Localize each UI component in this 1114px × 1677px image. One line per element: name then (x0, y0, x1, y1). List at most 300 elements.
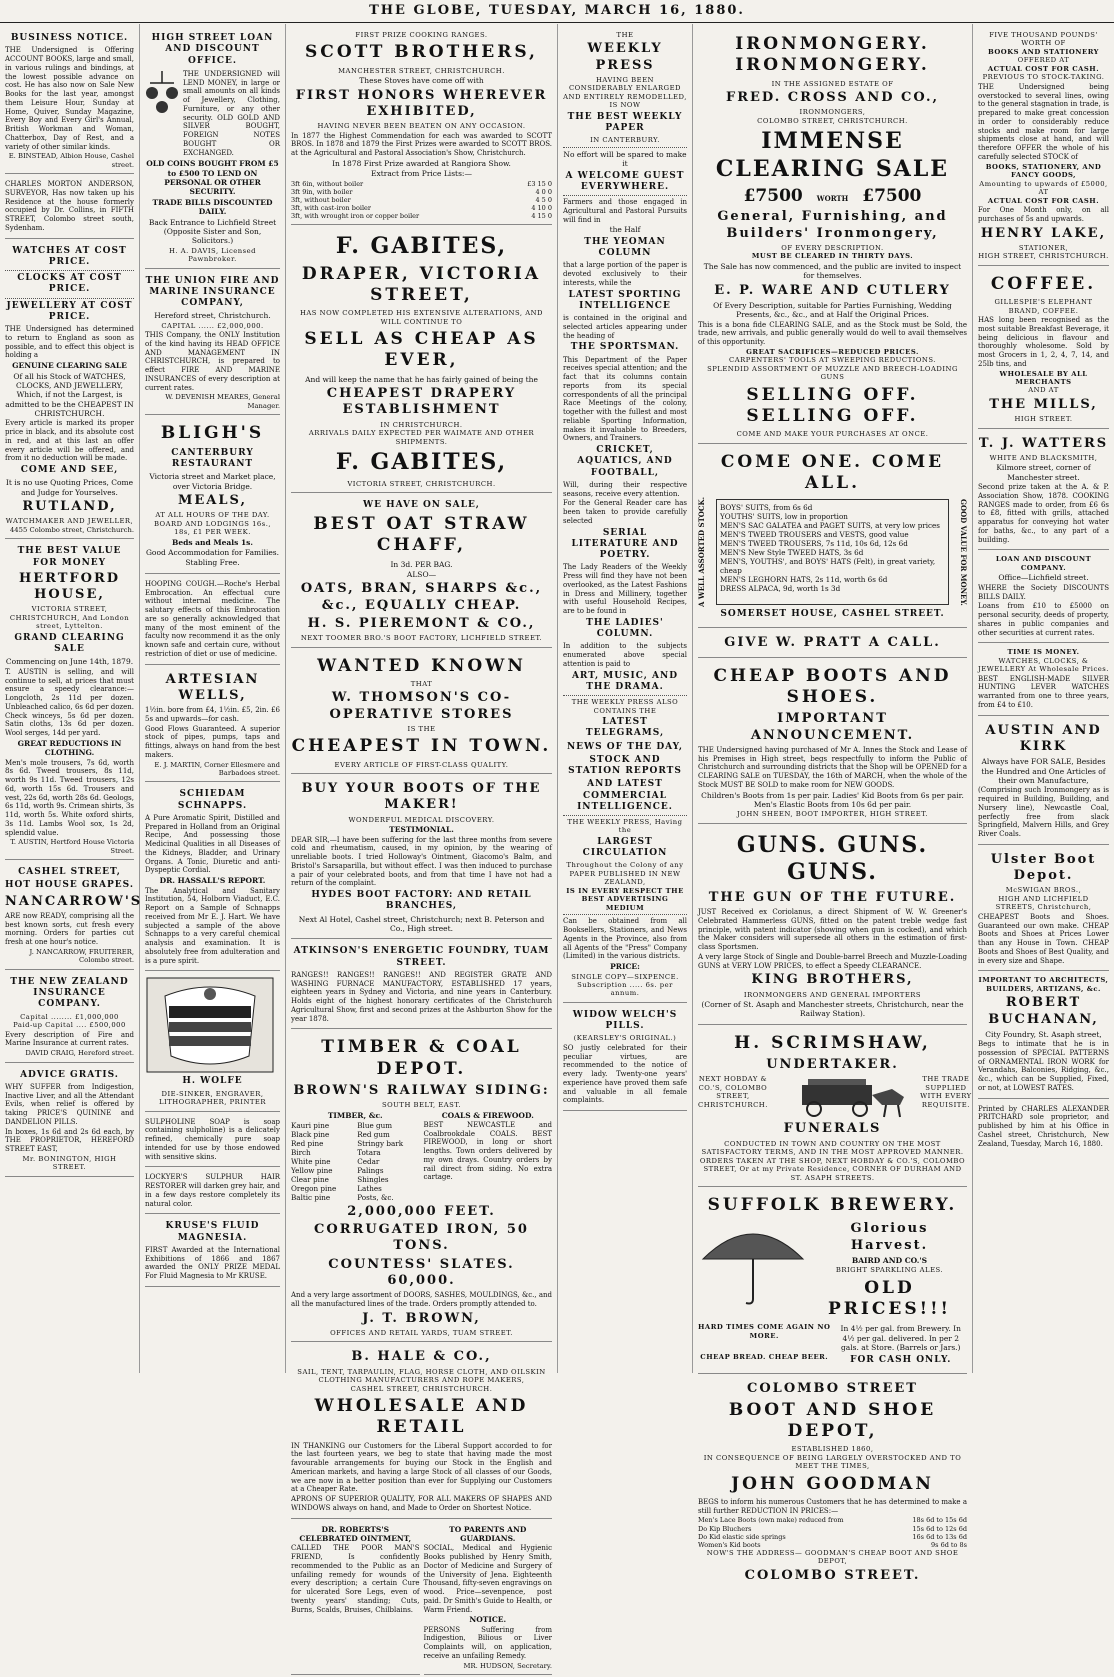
gabites-ad (291, 227, 552, 493)
ad-signature: E. BINSTEAD, Albion House, Cashel street. (8, 152, 134, 169)
timber-item (357, 1148, 419, 1157)
ad-text: WHOLESALE BY ALL MERCHANTS (999, 369, 1088, 386)
ulster-title: Ulster Boot Depot. (990, 851, 1097, 884)
ad-heading: KRUSE'S FLUID MAGNESIA. (165, 1221, 260, 1243)
timber-item-item: Clear pine (291, 1174, 329, 1184)
price-row (291, 204, 552, 212)
ad-heading: IRONMONGERY. IRONMONGERY. (735, 34, 930, 76)
ad-heading: WATCHES AT COST PRICE. (12, 245, 127, 267)
ad-text: Begs to intimate that he is in possession of SPECIAL PATTERNS of ORNAMENTAL IRON WORK for Verandahs, Balconies, Ridging, &c., &c., which can be Supplied, Fixed, or not, at LOWEST RATES. (978, 1040, 1109, 1092)
parents-ad (424, 1521, 553, 1676)
ad-subheading: TRADE BILLS DISCOUNTED DAILY. (152, 197, 273, 217)
ad-heading: THE BEST VALUE FOR MONEY (17, 546, 122, 568)
ad-heading: GRAND CLEARING SALE (14, 632, 125, 655)
ad-text: The Lady Readers of the Weekly Press will find they have not been overlooked, as the Latest Fashions in Dress and Millinery, together with useful Household Recipes, are to be found in (563, 563, 687, 616)
ad-text: Children's Boots from 1s per pair. Ladies' Kid Boots from 6s per pair. Men's Elastic Boots from 10s 6d per pair. (701, 790, 964, 809)
king-title: KING BROTHERS, (751, 972, 914, 988)
ad-heading: ADVICE GRATIS. (20, 1069, 119, 1080)
timber-item-item: Cedar (357, 1156, 380, 1166)
ad-text: BEGS to inform his numerous Customers that he has determined to make a still further REDUCTION IN PRICES:— (698, 1497, 967, 1515)
clothing-item (720, 575, 945, 584)
ad-heading: THE YEOMAN COLUMN (584, 236, 666, 259)
cross-title: FRED. CROSS AND CO., (725, 89, 940, 105)
price-row-item: 3ft, with wrought iron or copper boiler (291, 212, 420, 221)
timber-item (357, 1175, 419, 1184)
ad-heading: IMMENSE CLEARING SALE (715, 128, 950, 182)
ad-text: Office—Lichfield street. (998, 573, 1089, 583)
goodman-row-price: 9s 6d to 8s (931, 1540, 967, 1549)
artesian-wells-ad (145, 667, 280, 783)
ad-text: NOW'S THE ADDRESS— GOODMAN'S CHEAP BOOT AND SHOE DEPOT, (706, 1548, 959, 1566)
ad-text: Good Flows Guaranteed. A superior stock of pipes, pumps, taps and fittings, always on hand from the best makers. (145, 724, 280, 759)
price-row-item: 3ft, without boiler (291, 195, 351, 204)
advice-ad (5, 1065, 134, 1177)
ad-text: LOCKYER'S SULPHUR HAIR RESTORER will darken grey hair, and in a few days restore completely its natural color. (145, 1173, 280, 1208)
ad-text: FIVE THOUSAND POUNDS' WORTH OF (989, 31, 1098, 48)
hydes-ad (291, 776, 552, 939)
price-row-price: 4 10 0 (531, 203, 552, 212)
ad-signature: J. NANCARROW, FRUITERER, Colombo street. (29, 947, 134, 965)
ad-text: CAPITAL ...... £2,000,000. (161, 321, 264, 330)
ad-text: HIGH STREET, CHRISTCHURCH. (978, 252, 1109, 261)
nancarrow-ad (5, 862, 143, 970)
ad-text: In 3d. PER BAG. (390, 559, 453, 569)
coffee-title: COFFEE. (990, 273, 1097, 294)
ad-text: FIRST Awarded at the International Exhibitions of 1866 and 1867 awarded the ONLY PRIZE MEDAL For Fluid Magnesia to Mr KRUSE. (145, 1245, 280, 1281)
ad-text: (Comprising such Ironmongery as is required in Building, Building, and Nursery line), Newcastle Coal, perfectly free from slack Springfield, Malvern Hills, and Grey River Coals. (978, 786, 1109, 839)
ad-text: (KEARSLEY'S ORIGINAL.) (573, 1034, 677, 1043)
ad-text: Can be obtained from all Booksellers, Stationers, and News Agents in the Province, also from all Agents of the "Press" Company (Limited) in the various districts. (563, 917, 687, 961)
ad-text: CONDUCTED IN TOWN AND COUNTRY ON THE MOST SATISFACTORY TERMS, AND IN THE MOST APPROVED MANNER. (701, 1139, 964, 1157)
price-row (291, 212, 552, 220)
ad-heading: NEWS OF THE DAY, (566, 741, 684, 752)
clothing-item (720, 530, 945, 539)
ad-subheading: MANCHESTER STREET, CHRISTCHURCH. (338, 66, 505, 75)
ad-text: CHARLES MORTON ANDERSON, SURVEYOR, Has now taken up his Residence at the house formerly occupied by Dr. Collins, in FIFTH STREET, Colombo street south, Sydenham. (5, 180, 134, 232)
timber-item-item: Stringy bark (357, 1138, 404, 1148)
ad-text: SPLENDID ASSORTMENT OF MUZZLE AND BREECH-LOADING GUNS (707, 364, 958, 382)
clothing-item-item: YOUTHS' SUITS, low in proportion (720, 512, 848, 522)
ad-text: THE (616, 31, 634, 39)
ad-text: HAS long been recognised as the most suitable Breakfast Beverage, it being delicious in flavour and thoroughly wholesome. Sold by most Grocers in 1, 2, 4, 7, 14, and 25lb tins, and (978, 316, 1109, 368)
ad-text: This is a bona fide CLEARING SALE, and as the Stock must be Sold, the trade, new arrivals, and public generally would do well to avail themselves of this opportunity. (698, 320, 967, 347)
ad-text: Hereford street, Christchurch. (154, 311, 271, 321)
price-row-price: £3 15 0 (527, 179, 552, 188)
goodman-row (698, 1541, 967, 1549)
ad-subheading: GENUINE CLEARING SALE (12, 361, 127, 371)
ad-heading: HIGH STREET LOAN AND DISCOUNT OFFICE. (151, 33, 274, 66)
ad-text: OFFICES AND RETAIL YARDS, TUAM STREET. (330, 1328, 513, 1337)
clothing-item-item: MEN'S LEGHORN HATS, 2s 11d, worth 6s 6d (720, 575, 888, 585)
ad-text: Every description of Fire and Marine Insurance at current rates. (5, 1030, 134, 1048)
ad-text: Extract from Price Lists:— (371, 169, 472, 179)
ad-text: NEXT HOBDAY & CO.'S, COLOMBO STREET, CHRISTCHURCH. (698, 1075, 768, 1109)
ad-text: WHITE AND BLACKSMITH, (989, 453, 1098, 462)
clothing-item-item: BOYS' SUITS, from 6s 6d (720, 503, 813, 513)
ad-signature: H. A. DAVIS, Licensed Pawnbroker. (168, 246, 257, 264)
clothing-item (720, 584, 945, 593)
hearse-icon (772, 1075, 912, 1119)
ad-text: ARRIVALS DAILY EXPECTED PER WAIMATE AND OTHER SHIPMENTS. (308, 429, 535, 446)
sulpholine-ad (145, 1114, 280, 1168)
chaff-ad (291, 495, 552, 648)
clothing-item (720, 503, 945, 512)
ad-text: IN CHRISTCHURCH. (380, 420, 463, 429)
ad-text: Every article is marked its proper price in black, and its absolute cost in red, and at this last an offer every article will be offered, and from it no deduction will be made. (5, 419, 134, 463)
ad-text: T. AUSTIN is selling, and will continue to sell, at prices that must ensure a speedy clearance:— Longcloth, 2s 11d per dozen. Unbleached calico, 6s 6d per dozen. Check winceys, 5s 6d per dozen. Satin cloths, 13s 6d per dozen. Wool serges, 14d per yard. (5, 667, 134, 738)
ad-text: HAVING BEEN CONSIDERABLY ENLARGED AND ENTIRELY REMODELLED, IS NOW (563, 75, 687, 110)
timber-item-item: Lathes (357, 1183, 382, 1193)
suffolk-brewery-ad (698, 1189, 967, 1373)
ad-text: ESTABLISHED 1860, (791, 1445, 874, 1454)
goodman-row (698, 1525, 967, 1533)
ad-text: SINGLE COPY—SIXPENCE. (571, 972, 679, 981)
piermont-title: H. S. PIEREMONT & CO., (307, 615, 536, 631)
ad-text: Stabling Free. (185, 558, 240, 568)
ad-text: These Stoves have come off with (359, 76, 484, 86)
sale-value-1: £7500 (743, 186, 803, 207)
timber-item (357, 1166, 419, 1175)
umbrella-icon (698, 1219, 808, 1307)
ad-heading: A WELCOME GUEST EVERYWHERE. (565, 170, 685, 192)
clothing-item-item: MEN'S New Style TWEED HATS, 3s 6d (720, 548, 864, 558)
ad-signature: JOHN SHEEN, BOOT IMPORTER, HIGH STREET. (737, 810, 928, 819)
lockyer-ad (145, 1169, 280, 1214)
column-5 (693, 24, 973, 1583)
ad-text: ALSO— (406, 570, 437, 580)
price-row (291, 196, 552, 204)
ad-text: PERSONS Suffering from Indigestion, Bilious or Liver Complaints will, on application, receive an unfailing Remedy. (423, 1625, 552, 1660)
ad-text: THE Undersigned has determined to return to England as soon as possible, and to effect this object is holding a (5, 325, 134, 360)
ad-text: IN THANKING our Customers for the Liberal Support accorded to for the last fourteen years, we beg to state that having made the most favourable arrangements for buying our Stock in the English and American markets, and having a large Stock of all classes of our Goods, we are now in a better position than ever for Supplying our Customers at a Cheaper Rate. (291, 1441, 552, 1494)
price-row-item: 3ft, with cast-iron boiler (291, 203, 371, 212)
ad-text: A very large Stock of Single and Double-barrel Breech and Muzzle-Loading GUNS at VERY LOW PRICES, to effect a Speedy CLEARANCE. (698, 952, 967, 970)
ad-heading: TIME IS MONEY. (1007, 648, 1080, 657)
ad-text: ACTUAL COST FOR CASH. (987, 196, 1100, 205)
ad-text: THIS Company, the ONLY Institution of the kind having its HEAD OFFICE AND MANAGEMENT IN CHRISTCHURCH, is prepared to effect FIRE AND MARINE INSURANCES of every description at current rates. (145, 331, 280, 392)
ad-text: THE WEEKLY PRESS ALSO CONTAINS THE (571, 698, 679, 715)
ad-text: AND AT (1028, 386, 1059, 395)
ad-heading: FIRST PRIZE COOKING RANGES. (355, 31, 488, 39)
ad-heading: LATEST SPORTING INTELLIGENCE (568, 289, 682, 311)
somerset-house-ad (698, 446, 967, 628)
ad-text: ACTUAL COST FOR CASH. (987, 64, 1100, 73)
ad-heading: ART, MUSIC, AND THE DRAMA. (571, 670, 679, 692)
timber-item (357, 1130, 419, 1139)
blighs-ad (145, 417, 280, 573)
ad-text: CHEAPEST Boots and Shoes. Guaranteed our own make. CHEAP Boots and Shoes at Prices Lower than any House in Town. CHEAP Boots and Shoes of Best Quality, and in every size and Shape. (978, 912, 1109, 965)
goodman-ad (698, 1376, 967, 1591)
timber-item (291, 1175, 353, 1184)
buchanan-ad (978, 973, 1109, 1098)
timber-item-item: Yellow pine (291, 1165, 333, 1175)
ad-text: Amounting to upwards of £5000, (979, 179, 1108, 188)
goodman-row (698, 1516, 967, 1524)
ad-text: IS THE (407, 724, 436, 733)
ad-text: (Corner of St. Asaph and Manchester streets, Christchurch, near the Railway Station). (701, 1000, 964, 1019)
ad-heading: TO PARENTS AND GUARDIANS. (449, 1524, 527, 1543)
timber-item (357, 1121, 419, 1130)
ad-heading: COME ONE. COME ALL. (720, 451, 945, 494)
ad-text: It is no use Quoting Prices, Come and Judge for Yourselves. (5, 478, 134, 497)
ad-subheading: WATCHMAKER AND JEWELLER, (5, 517, 134, 526)
ad-text: Loans from £10 to £5000 on personal security, deeds of property, shares in public companies and other securities at current rates. (978, 602, 1109, 637)
scrimshaw-ad (698, 1027, 972, 1187)
ad-text: STATIONER, (1018, 243, 1069, 252)
goodman-row-item: Do Kid elastic side springs (698, 1532, 786, 1541)
ad-heading: JEWELLERY AT COST PRICE. (6, 300, 133, 322)
ad-text: GREAT SACRIFICES—REDUCED PRICES. (746, 347, 919, 356)
kruse-ad (145, 1216, 280, 1287)
timber-item-item: Totara (357, 1147, 381, 1157)
clothing-item (720, 539, 945, 548)
gabites-title-2: F. GABITES, (335, 449, 508, 475)
ad-heading: GUNS. GUNS. GUNS. (736, 831, 929, 886)
ad-text: Commencing on June 14th, 1879. (5, 657, 134, 667)
price-row-price: 4 15 0 (531, 212, 552, 221)
ad-heading: LARGEST CIRCULATION (582, 836, 668, 859)
widow-welch-ad (563, 1005, 687, 1111)
ad-subheading: VICTORIA STREET, CHRISTCHURCH, And London street, Lyttelton. (9, 605, 130, 631)
ad-heading: CANTERBURY RESTAURANT (171, 447, 254, 469)
price-row-item: 3ft 9in, with boiler (291, 187, 353, 196)
ad-text: This Department of the Paper receives special attention; and the fact that its columns contain reports from its special correspondents of all the principal Race Meetings of the colony, together with the fullest and most reliable Sporting Information, makes it invaluable to Breeders, Owners, and Trainers. (563, 355, 687, 443)
ad-text: Victoria street and Market place, over Victoria Bridge. (149, 472, 276, 491)
timber-item (291, 1184, 353, 1193)
ad-heading: SERIAL LITERATURE AND POETRY. (571, 527, 679, 561)
clothing-item-item: MEN'S TWEED TROUSERS, 7s 11d, 10s 6d, 12s 6d (720, 539, 908, 549)
ad-heading: COLOMBO STREET (747, 1380, 918, 1396)
thomson-title: W. THOMSON'S CO-OPERATIVE STORES (329, 690, 514, 722)
ad-signature: T. AUSTIN, Hertford House Victoria Street. (10, 838, 134, 855)
ad-text: The Sale has now commenced, and the public are invited to inspect for themselves. (703, 261, 962, 281)
ad-text: is contained in the original and selected articles appearing under the heading of (563, 314, 687, 340)
ad-subheading: GREAT REDUCTIONS IN CLOTHING. (17, 738, 122, 758)
ad-text: EVERY ARTICLE OF FIRST-CLASS QUALITY. (334, 760, 509, 769)
ad-text: WHERE the Society DISCOUNTS BILLS DAILY. (978, 583, 1109, 601)
ad-text: COME AND MAKE YOUR PURCHASES AT ONCE. (736, 430, 929, 439)
price-row-item: 3ft 6in, without boiler (291, 179, 364, 188)
wolfe-ad (145, 973, 280, 1111)
ad-heading: SELL AS CHEAP AS EVER, (304, 329, 539, 371)
ad-text: BOOKS, STATIONERY, AND FANCY GOODS, (985, 162, 1102, 180)
goodman-row-price: 15s 6d to 12s 6d (912, 1524, 967, 1533)
ad-text: HAVING NEVER BEEN BEATEN ON ANY OCCASION. (317, 122, 526, 131)
timber-list (291, 1121, 353, 1202)
ad-text: Of all his Stock of WATCHES, CLOCKS, AND JEWELLERY, Which, if not the Largest, is admitted to be the CHEAPEST IN CHRISTCHURCH. (5, 371, 134, 419)
ad-signature: 4455 Colombo street, Christchurch. (9, 525, 134, 534)
ad-subheading: COALS & FIREWOOD. (441, 1110, 534, 1120)
imprint (978, 1101, 1109, 1154)
ad-text: CHEAP BREAD. CHEAP BEER. (700, 1353, 829, 1362)
ad-text: Subscription ..... 6s. per annum. (577, 980, 673, 998)
column-2 (140, 24, 286, 1373)
ad-heading: CORRUGATED IRON, 50 TONS. (314, 1222, 529, 1254)
ad-text: DIE-SINKER, ENGRAVER, LITHOGRAPHER, PRINTER (158, 1089, 267, 1107)
ad-text: CALLED THE POOR MAN'S FRIEND, Is confidently recommended to the Public as an unfailing remedy for wounds of every description; a certain Cure for ulcerated Sore Legs, even of twenty years' standing; Cuts, Burns, Scalds, Bruises, Chilblains. (291, 1544, 420, 1614)
ad-text: Of Every Description, suitable for Parties Furnishing, Wedding Presents, &c., &c., and at Half the Original Prices. (713, 300, 952, 320)
ad-text: BEST ENGLISH-MADE SILVER HUNTING LEVER WATCHES warranted from one to three years, from £4 to £10. (978, 674, 1109, 709)
ad-heading: THE BEST WEEKLY PAPER (567, 111, 683, 134)
ad-text: And a very large assortment of DOORS, SASHES, MOULDINGS, &c., and all the manufactured lines of the trade. Orders promptly attended to. (291, 1291, 552, 1308)
ad-text: Capital ........ £1,000,000 (20, 1012, 119, 1021)
hale-title: B. HALE & CO., (351, 1349, 492, 1365)
ad-text: PRICE: (610, 962, 640, 972)
ad-text: CARPENTERS' TOOLS AT SWEEPING REDUCTIONS. (729, 356, 936, 365)
ad-text: Paid-up Capital .... £500,000 (13, 1021, 126, 1030)
ad-heading: THE SPORTSMAN. (570, 342, 680, 353)
ad-text: Will, during their respective seasons, receive every attention. (563, 480, 687, 498)
time-money-ad (978, 645, 1109, 715)
ad-text: HARD TIMES COME AGAIN NO MORE. (698, 1323, 831, 1340)
ad-text: In addition to the subjects enumerated above special attention is paid to (563, 642, 687, 668)
timber-item (291, 1193, 353, 1202)
column-1 (0, 24, 143, 1373)
ad-text: VICTORIA STREET, CHRISTCHURCH. (347, 479, 496, 488)
clothing-item-item: DRESS ALPACA, 9d, worth 1s 3d (720, 584, 841, 594)
ad-heading: HYDES BOOT FACTORY: AND RETAIL BRANCHES, (311, 890, 532, 912)
ad-text: Kilmore street, corner of Manchester street. (996, 463, 1091, 482)
ad-heading: AND LATEST COMMERCIAL INTELLIGENCE. (577, 779, 673, 812)
ad-text: THE TRADE SUPPLIED WITH EVERY REQUISITE. (920, 1075, 972, 1109)
ad-text: SO justly celebrated for their peculiar virtues, are recommended to the notice of every lady. Twenty-one years' experience have proved them safe and valuable in all female complaints. (563, 1043, 687, 1105)
ad-heading: FUNERALS (783, 1121, 882, 1137)
timber-item-item: White pine (291, 1156, 331, 1166)
scott-brothers-ad (291, 28, 552, 225)
clothing-item (720, 548, 945, 557)
ad-text: MUST BE CLEARED IN THIRTY DAYS. (751, 252, 914, 261)
ad-text: The Analytical and Sanitary Institution, 54, Holborn Viaduct, E.C. Report on a Sample of Schnapps received from Mr E. J. Hart. We have subjected a sample of the above Schnapps to a very careful chemical analysis and examination. It is absolutely free from adulteration and is a pure spirit. (145, 886, 280, 965)
ad-text: CASHEL STREET, CHRISTCHURCH. (350, 1384, 493, 1393)
ad-text: OF EVERY DESCRIPTION. (781, 243, 884, 252)
ad-text: In 1878 First Prize awarded at Rangiora Show. (332, 158, 511, 168)
anderson-ad (5, 176, 134, 239)
loan-office-ad (145, 28, 280, 269)
goodman-title: JOHN GOODMAN (731, 1473, 934, 1494)
pawnbroker-balls-icon (145, 69, 179, 117)
ad-text: A Pure Aromatic Spirit, Distilled and Prepared in Holland from an Original Recipe, And possessing those Medicinal Qualities in all Diseases of the Kidneys, Bladder, and Urinary Organs. A Tonic, Diuretic and anti-Dyspeptic Cordial. (145, 813, 280, 875)
sale-value-2: £7500 (862, 186, 922, 207)
nancarrow-title: NANCARROW'S (5, 893, 143, 909)
ad-text: ORDERS TAKEN AT THE SHOP, NEXT HOBDAY & CO.'S, COLOMBO STREET, Or at my Private Residence, CORNER OF DURHAM AND ST. ASAPH STREETS. (699, 1156, 966, 1182)
timber-item-item: Red gum (357, 1129, 390, 1139)
ad-text: THE Undersigned being overstocked to several lines, owing to the general stagnation in trade, is prepared to make great concession in order to considerably reduce stocks and make room for large shipments close at hand, and will therefore OFFER the whole of his carefully selected STOCK of (978, 82, 1109, 161)
ad-heading: CHEAP BOOTS AND SHOES. (713, 665, 952, 708)
ad-text: IN THE ASSIGNED ESTATE OF (771, 79, 894, 88)
hertford-house-ad (5, 541, 134, 860)
ad-text: HIGH AND LICHFIELD STREETS, Christchurch, (995, 894, 1092, 912)
ad-text: NEXT TOOMER BRO.'S BOOT FACTORY, LICHFIELD STREET. (300, 634, 543, 643)
ad-text: SOCIAL, Medical and Hygienic Books published by Henry Smith, Doctor of Medicine and Surgery of the University of Jena. Eighteenth Thousand, fifty-seven engravings on wood. Price—sevenpence, post paid. Dr Smith's Guide to Health, or Warm Friend. (423, 1544, 552, 1614)
timber-item-item: Birch (291, 1147, 311, 1157)
ad-heading: WE HAVE ON SALE, (363, 499, 480, 510)
goodman-row-item: Women's Kid boots (698, 1540, 761, 1549)
ad-heading: DR. ROBERTS'S CELEBRATED OINTMENT, (299, 1524, 412, 1543)
timber-item-item: Black pine (291, 1129, 330, 1139)
ad-heading: BEST OAT STRAW CHAFF, (313, 514, 530, 556)
ad-text: SOUTH BELT, EAST. (381, 1101, 462, 1110)
ad-heading: WIDOW WELCH'S PILLS. (572, 1009, 678, 1032)
ad-text: JUST Received ex Coriolanus, a direct Shipment of W. W. Greener's Celebrated Hammerless GUNS, fitted on the patent treble wedge fast principle, with patent indicator (showing when gun is cocked), and which the Maker considers will supersede all others in the estimation of first-class Sportsmen. (698, 908, 967, 952)
ad-text: BOOKS AND STATIONERY (988, 47, 1099, 56)
ad-heading: THE UNION FIRE AND MARINE INSURANCE COMPANY, (145, 275, 280, 309)
price-row (291, 188, 552, 196)
ad-signature: DAVID CRAIG, Hereford street. (25, 1049, 134, 1058)
ad-heading: OLD PRICES!!! (827, 1277, 951, 1319)
union-insurance-ad (145, 271, 280, 416)
cross-ironmongery-ad (698, 28, 967, 444)
timber-item-item: Shingles (357, 1174, 389, 1184)
ad-heading: LOAN AND DISCOUNT COMPANY. (995, 555, 1092, 572)
ad-heading: COME AND SEE, (20, 465, 119, 476)
timber-item (291, 1157, 353, 1166)
ad-heading: BOOT AND SHOE DEPOT, (728, 1399, 937, 1441)
clothing-item-item: MEN'S TWEED TROUSERS and VESTS, good value (720, 530, 909, 540)
column-6 (973, 24, 1114, 1373)
ad-heading: CLOCKS AT COST PRICE. (17, 273, 122, 295)
ad-text: SAIL, TENT, TARPAULIN, FLAG, HORSE CLOTH, AND OILSKIN CLOTHING MANUFACTURERS AND ROPE MAKERS, (297, 1367, 546, 1385)
weekly-press-ad (563, 28, 687, 1003)
ad-subheading: DR. HASSALL'S REPORT. (159, 876, 266, 886)
sale-value (698, 186, 967, 207)
goodman-row-item: Men's Lace Boots (own make) reduced from (698, 1516, 844, 1525)
bottom-ads (291, 1521, 552, 1677)
ad-heading: General, Furnishing, and Builders' Ironmongery, (717, 209, 948, 241)
timber-item-item: Kauri pine (291, 1120, 330, 1130)
price-row (291, 180, 552, 188)
austin-kirk-title: AUSTIN AND KIRK (985, 722, 1102, 754)
timber-item (357, 1139, 419, 1148)
printer-imprint: Printed by CHARLES ALEXANDER PRITCHARD sole proprietor, and published by him at his Office in Cashel street, Christchurch, New Zealand, Tuesday, March 16, 1880. (978, 1104, 1109, 1148)
ad-heading: DRAPER, VICTORIA STREET, (301, 263, 542, 305)
hertford-title: HERTFORD HOUSE, (18, 570, 121, 603)
scrimshaw-title: H. SCRIMSHAW, (734, 1032, 931, 1053)
ad-text: For the General Reader care has been taken to provide carefully selected (563, 499, 687, 525)
timber-item-item: Blue gum (357, 1120, 393, 1130)
clothing-item (720, 521, 945, 530)
ad-heading: BUSINESS NOTICE. (10, 33, 129, 43)
ad-signature: Mr. BONINGTON, HIGH STREET. (22, 1154, 117, 1172)
ad-text: HAS NOW COMPLETED HIS EXTENSIVE ALTERATIONS, AND WILL CONTINUE TO (299, 309, 544, 326)
ad-text: COLOMBO STREET, CHRISTCHURCH. (757, 116, 908, 125)
ad-text: THE Undersigned is Offering ACCOUNT BOOKS, large and small, in various rulings and bindings, at the lowest possible advance on cost. He has also now on Sale New Books for the last year, amongst them Leisure Hour, Sunday at Home, Quiver, Sunday Magazine, Every Boy and Every Girl's Annual, British Workman and Woman, Chatterbox, Day of Rest, and a variety of other similar kinds. (5, 46, 134, 151)
ad-text: AT (1038, 188, 1049, 197)
ad-heading: SCHIEDAM SCHNAPPS. (177, 789, 248, 811)
wolfe-emblem-icon (145, 976, 275, 1074)
ad-heading: FIRST HONORS WHEREVER EXHIBITED, (295, 87, 548, 119)
timber-item (291, 1121, 353, 1130)
wolfe-title: H. WOLFE (182, 1076, 243, 1087)
ad-heading: SELLING OFF. SELLING OFF. (746, 384, 919, 427)
ad-text: Men's mole trousers, 7s 6d, worth 8s 6d. Tweed trousers, 8s 11d, worth 9s 11d. Tweed trousers, 12s 6d, worth 15s 6d. Trousers and vest, 22s 6d, worth 28s 6d. Geologs, 6s 11d, worth 9s. Crimean shirts, 3s 11d, worth 5s. White oxford shirts, 3s 11d. Lambs Wool sox, 1s 2d, splendid value. (5, 758, 134, 837)
timber-list (357, 1121, 419, 1202)
ad-subheading: TIMBER, &c. (327, 1110, 383, 1120)
ad-heading: CASHEL STREET, (18, 867, 121, 878)
blighs-title: BLIGH'S (160, 423, 265, 444)
sale-worth: WORTH (816, 194, 849, 204)
ad-heading: CHEAPEST IN TOWN. (291, 736, 552, 757)
ad-heading: CHEAPEST DRAPERY ESTABLISHMENT (326, 386, 517, 418)
atkinson-ad (291, 941, 552, 1029)
watters-ad (978, 431, 1109, 551)
ad-heading: Glorious Harvest. (850, 1221, 929, 1253)
columns (0, 24, 1114, 1670)
goodman-price-list (698, 1516, 967, 1549)
watters-title: T. J. WATTERS (978, 435, 1109, 451)
ad-text: IRONMONGERS AND GENERAL IMPORTERS (743, 990, 922, 999)
goodman-row (698, 1533, 967, 1541)
side-label-left: A WELL ASSORTED STOCK. (697, 497, 706, 608)
